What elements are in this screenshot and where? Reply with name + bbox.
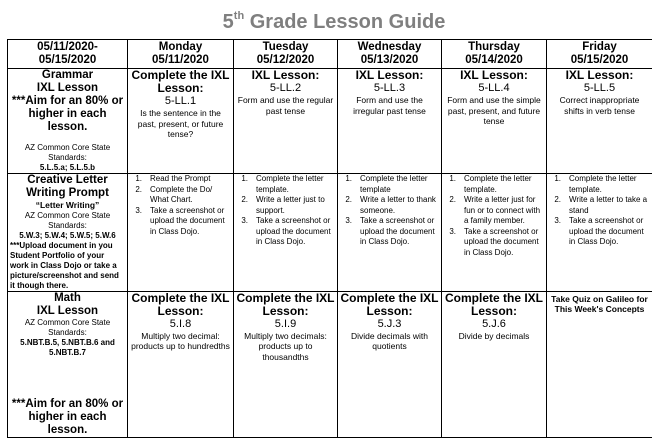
math-standards: 5.NBT.B.5, 5.NBT.B.6 and 5.NBT.B.7	[10, 338, 125, 358]
list-item: 3. Take a screenshot or upload the document in Class Dojo.	[236, 216, 335, 248]
math-standards-label: AZ Common Core State Standards:	[10, 318, 125, 338]
math-thursday: Complete the IXL Lesson: 5.J.6 Divide by decimals	[442, 291, 547, 437]
writing-row	[8, 174, 652, 292]
grammar-thursday: IXL Lesson: 5-LL.4 Form and use the simple past, present, and future tense	[442, 69, 547, 174]
list-item: 1. Complete the letter template.	[444, 174, 544, 195]
list-item: 3. Take a screenshot or upload the document in Class Dojo.	[444, 227, 544, 259]
lesson-table	[7, 39, 652, 438]
writing-quote: “Letter Writing”	[10, 200, 125, 211]
header-wednesday: Wednesday 05/13/2020	[338, 40, 442, 69]
header-tuesday: Tuesday 05/12/2020	[234, 40, 338, 69]
list-item: 2. Complete the Do/ What Chart.	[130, 185, 231, 206]
math-row	[8, 291, 652, 437]
list-item: 2. Write a letter just to support.	[236, 195, 335, 216]
writing-friday	[547, 174, 652, 292]
math-wednesday: Complete the IXL Lesson: 5.J.3 Divide decimals with quotients	[338, 291, 442, 437]
grammar-tuesday: IXL Lesson: 5-LL.2 Form and use the regular past tense	[234, 69, 338, 174]
math-friday-quiz: Take Quiz on Galileo for This Week's Concepts	[549, 292, 650, 315]
grammar-monday: Complete the IXL Lesson: 5-LL.1 Is the sentence in the past, present, or future tense?	[128, 69, 234, 174]
writing-wednesday	[338, 174, 442, 292]
grammar-wednesday: IXL Lesson: 5-LL.3 Form and use the irregular past tense	[338, 69, 442, 174]
writing-tuesday	[234, 174, 338, 292]
header-row	[8, 40, 652, 69]
writing-standards: 5.W.3; 5.W.4; 5.W.5; 5.W.6	[10, 231, 125, 241]
header-monday: Monday 05/11/2020	[128, 40, 234, 69]
writing-standards-label: AZ Common Core State Standards:	[10, 211, 125, 231]
grammar-standards: 5.L.5.a; 5.L.5.b	[10, 163, 125, 173]
math-aim: ***Aim for an 80% or higher in each lesson.	[10, 398, 125, 437]
math-lesson-label: IXL Lesson	[10, 305, 125, 318]
grammar-aim: ***Aim for an 80% or higher in each lesson.	[10, 95, 125, 134]
page-title: 5th Grade Lesson Guide	[0, 3, 652, 35]
writing-thursday	[442, 174, 547, 292]
math-tuesday: Complete the IXL Lesson: 5.I.9 Multiply two decimals: products up to thousandths	[234, 291, 338, 437]
math-friday	[547, 291, 652, 437]
math-subject-cell	[8, 291, 128, 437]
writing-subject-cell	[8, 174, 128, 292]
grammar-lesson-label: IXL Lesson	[10, 82, 125, 95]
writing-subject: Creative Letter Writing Prompt	[10, 174, 125, 200]
grammar-subject-cell	[8, 69, 128, 174]
grammar-standards-label: AZ Common Core State Standards:	[10, 143, 125, 163]
list-item: 1. Complete the letter template.	[236, 174, 335, 195]
list-item: 2. Write a letter to thank someone.	[340, 195, 439, 216]
list-item: 2. Write a letter to take a stand	[549, 195, 650, 216]
header-week: 05/11/2020- 05/15/2020	[8, 40, 128, 69]
grammar-subject: Grammar	[10, 69, 125, 82]
writing-note: ***Upload document in you Student Portfolio of your work in Class Dojo or take a picture/screenshot and send it though there.	[10, 241, 125, 291]
grammar-friday: IXL Lesson: 5-LL.5 Correct inappropriate shifts in verb tense	[547, 69, 652, 174]
header-thursday: Thursday 05/14/2020	[442, 40, 547, 69]
list-item: 1. Read the Prompt	[130, 174, 231, 185]
list-item: 3. Take a screenshot or upload the document in Class Dojo.	[549, 216, 650, 248]
math-monday: Complete the IXL Lesson: 5.I.8 Multiply two decimal: products up to hundredths	[128, 291, 234, 437]
list-item: 1. Complete the letter template.	[549, 174, 650, 195]
header-friday: Friday 05/15/2020	[547, 40, 652, 69]
math-subject: Math	[10, 292, 125, 305]
list-item: 2. Write a letter just for fun or to connect with a family member.	[444, 195, 544, 227]
list-item: 1. Complete the letter template	[340, 174, 439, 195]
grammar-row	[8, 69, 652, 174]
list-item: 3. Take a screenshot or upload the document in Class Dojo.	[130, 206, 231, 238]
writing-monday	[128, 174, 234, 292]
list-item: 3. Take a screenshot or upload the document in Class Dojo.	[340, 216, 439, 248]
